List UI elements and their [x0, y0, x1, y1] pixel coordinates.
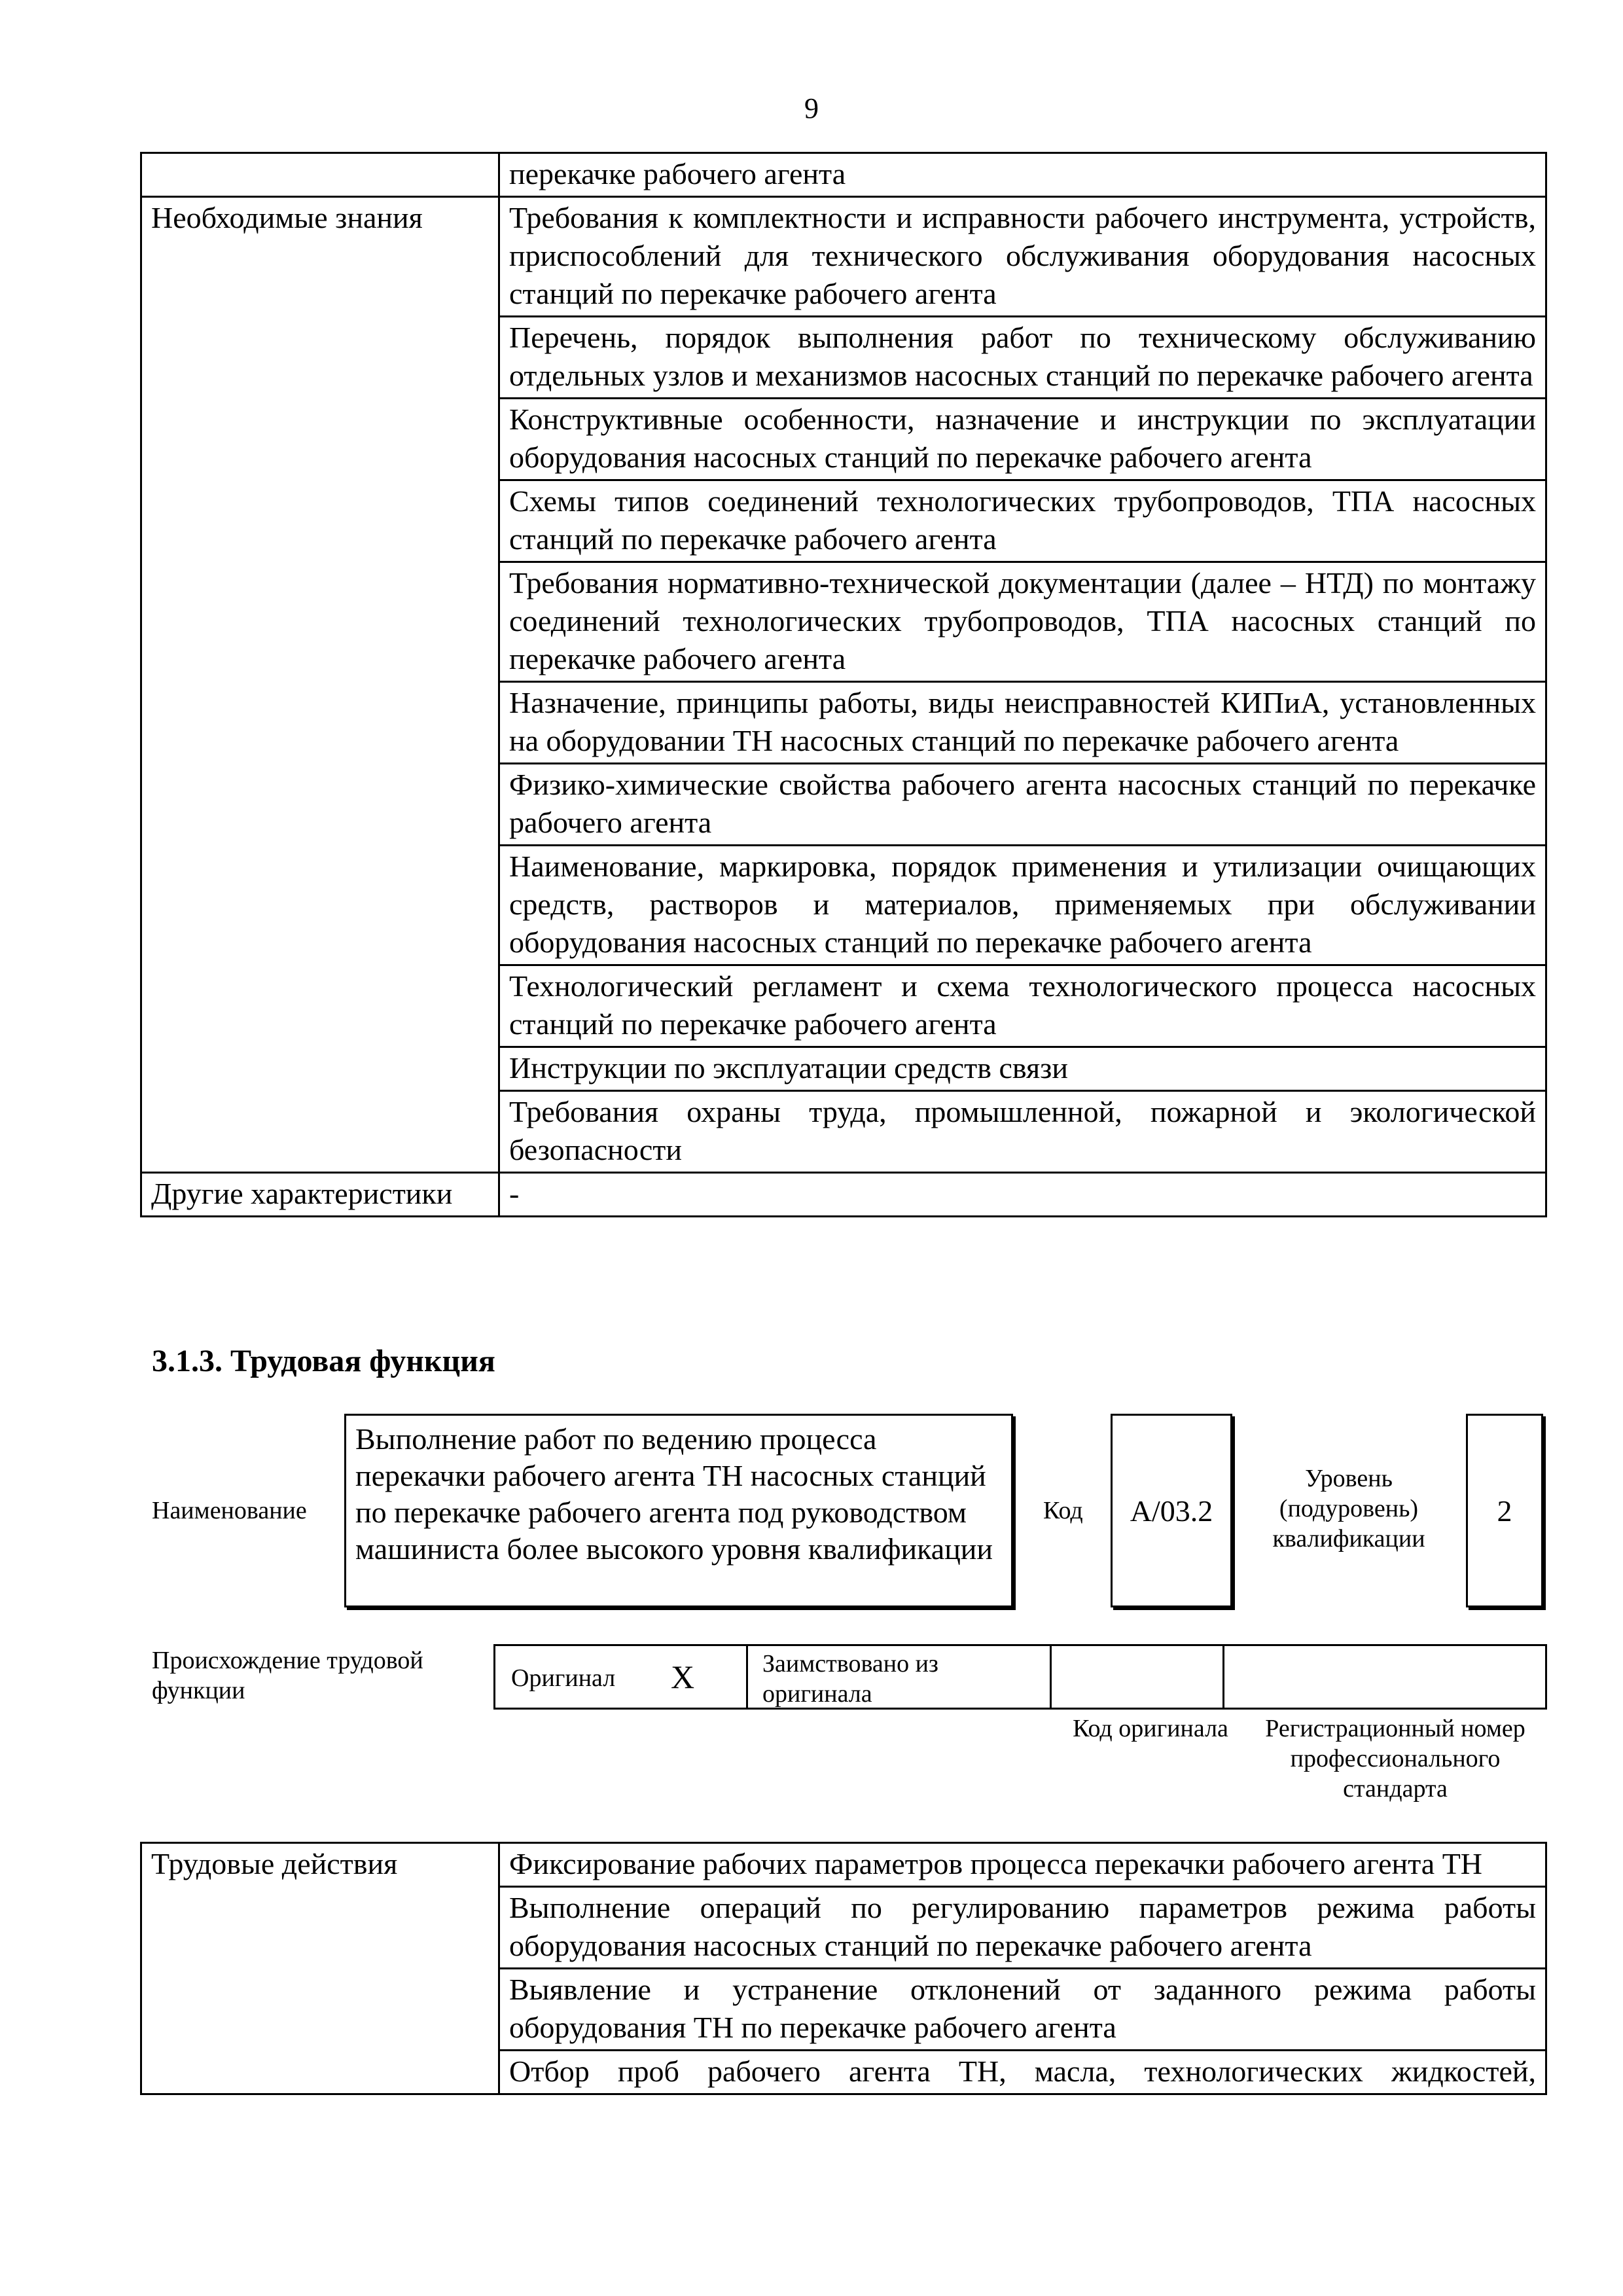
labor-actions-label: Трудовые действия	[141, 1843, 499, 2094]
original-mark: X	[671, 1659, 695, 1695]
labor-action-item: Фиксирование рабочих параметров процесса перекачки рабочего агента ТН	[499, 1843, 1546, 1887]
knowledge-item: Требования охраны труда, промышленной, пожарной и экологической безопасности	[499, 1091, 1546, 1173]
origin-code-cell	[1052, 1646, 1224, 1708]
knowledge-item: Инструкции по эксплуатации средств связи	[499, 1047, 1546, 1091]
knowledge-item: Назначение, принципы работы, виды неисправностей КИПиА, установленных на оборудовании ТН насосных станций по перекачке рабочего агента	[499, 682, 1546, 764]
knowledge-item: Требования к комплектности и исправности рабочего инструмента, устройств, приспособлений для технического обслуживания оборудования насосных станций по перекачке рабочего агента	[499, 197, 1546, 317]
code-original-caption: Код оригинала	[1073, 1715, 1228, 1742]
knowledge-item: Технологический регламент и схема технологического процесса насосных станций по перекачке рабочего агента	[499, 965, 1546, 1047]
knowledge-item: Наименование, маркировка, порядок применения и утилизации очищающих средств, растворов и материалов, применяемых при обслуживании оборудования насосных станций по перекачке рабочего агента	[499, 846, 1546, 965]
section-heading: 3.1.3. Трудовая функция	[152, 1344, 495, 1378]
borrowed-label: Заимствовано из оригинала	[762, 1650, 938, 1708]
other-characteristics-label: Другие характеристики	[141, 1173, 499, 1217]
origin-label: Происхождение трудовой функции	[152, 1647, 423, 1704]
origin-reg-number-cell	[1224, 1646, 1545, 1708]
knowledge-label: Необходимые знания	[141, 197, 499, 1173]
labor-action-item: Выполнение операций по регулированию параметров режима работы оборудования насосных станций по перекачке рабочего агента	[499, 1887, 1546, 1969]
origin-original-cell	[495, 1646, 748, 1708]
knowledge-item: Конструктивные особенности, назначение и инструкции по эксплуатации оборудования насосных станций по перекачке рабочего агента	[499, 399, 1546, 480]
reg-number-caption: Регистрационный номер профессионального стандарта	[1265, 1715, 1525, 1803]
name-value-box	[344, 1414, 1013, 1607]
other-characteristics-value: -	[499, 1173, 1546, 1217]
borrowed-cell	[748, 1646, 1052, 1708]
code-label: Код	[1043, 1497, 1083, 1524]
code-value: А/03.2	[1130, 1494, 1213, 1528]
original-label: Оригинал	[511, 1664, 616, 1692]
labor-action-item: Отбор проб рабочего агента ТН, масла, технологических жидкостей,	[499, 2051, 1546, 2094]
table-row	[141, 1173, 1546, 1217]
table-row	[141, 1843, 1546, 1887]
level-label: Уровень (подуровень) квалификации	[1272, 1465, 1425, 1552]
name-label: Наименование	[152, 1497, 307, 1524]
level-value-box	[1466, 1414, 1543, 1607]
table-row	[141, 197, 1546, 317]
knowledge-item: Требования нормативно-технической документации (далее – НТД) по монтажу соединений технологических трубопроводов, ТПА насосных станций по перекачке рабочего агента	[499, 562, 1546, 682]
knowledge-item: Перечень, порядок выполнения работ по техническому обслуживанию отдельных узлов и механизмов насосных станций по перекачке рабочего агента	[499, 317, 1546, 399]
name-value: Выполнение работ по ведению процесса перекачки рабочего агента ТН насосных станций по перекачке рабочего агента под руководством машиниста более высокого уровня квалификации	[355, 1422, 993, 1566]
table-row	[141, 153, 1546, 197]
knowledge-item: Физико-химические свойства рабочего агента насосных станций по перекачке рабочего агента	[499, 764, 1546, 846]
continuation-text: перекачке рабочего агента	[499, 153, 1546, 197]
labor-actions-table	[140, 1842, 1547, 2095]
level-value: 2	[1497, 1494, 1512, 1528]
code-value-box	[1111, 1414, 1232, 1607]
knowledge-table	[140, 152, 1547, 1217]
table-cell-empty	[141, 153, 499, 197]
page-number: 9	[804, 92, 819, 124]
knowledge-item: Схемы типов соединений технологических трубопроводов, ТПА насосных станций по перекачке рабочего агента	[499, 480, 1546, 562]
labor-action-item: Выявление и устранение отклонений от заданного режима работы оборудования ТН по перекачке рабочего агента	[499, 1969, 1546, 2051]
origin-row	[493, 1644, 1547, 1710]
